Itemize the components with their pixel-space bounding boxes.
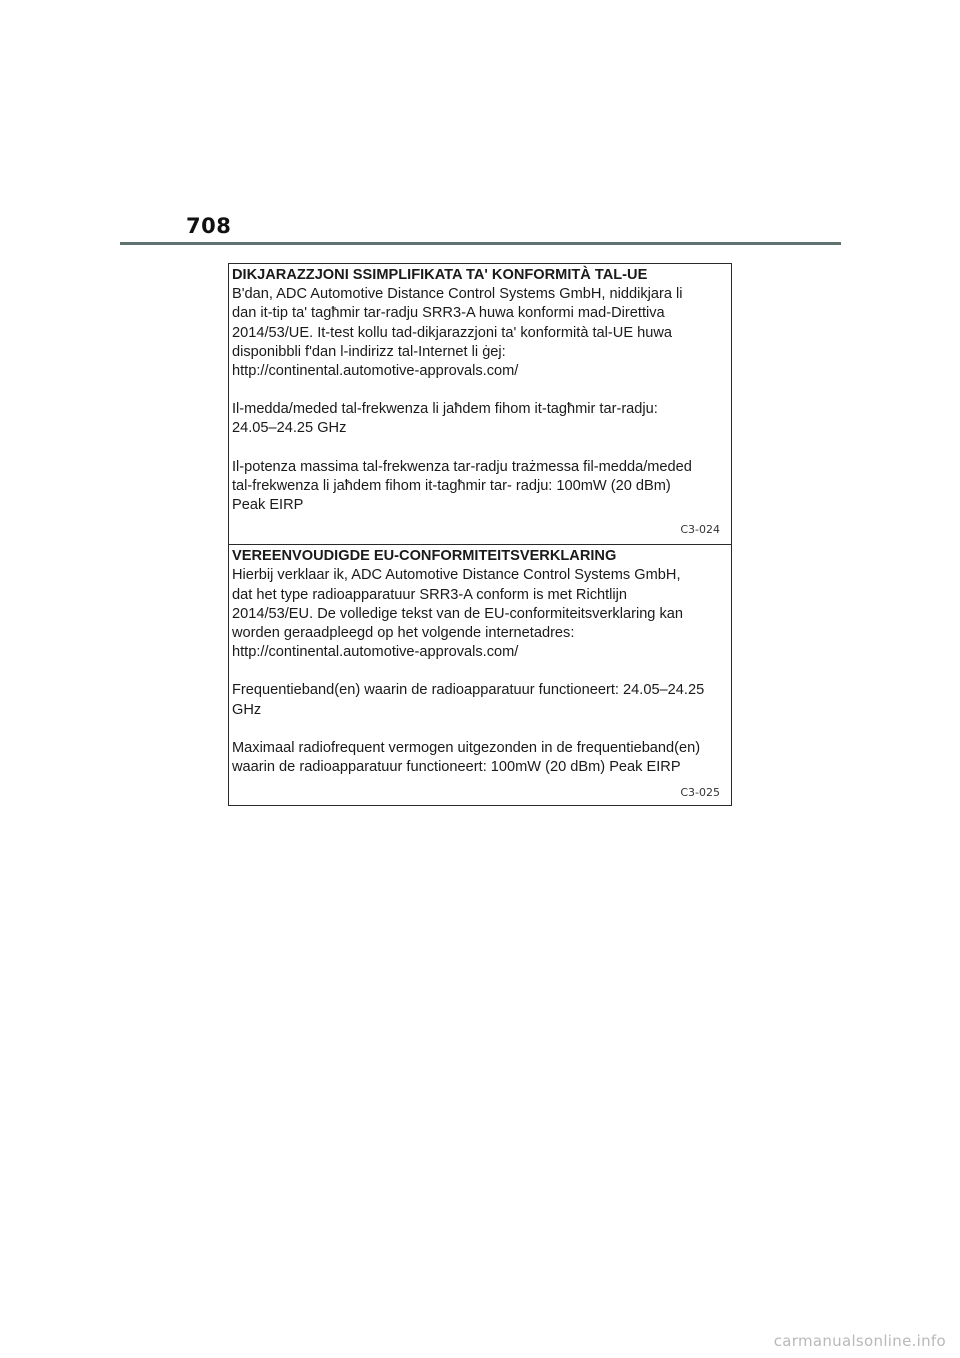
declaration-box <box>228 263 732 806</box>
text-line: Peak EIRP <box>232 497 304 514</box>
declaration-section-dutch <box>229 544 731 805</box>
watermark: carmanualsonline.info <box>773 1332 946 1350</box>
text-line: waarin de radioapparatuur functioneert: 100mW (20 dBm) Peak EIRP <box>232 759 681 776</box>
text-line: Il-potenza massima tal-frekwenza tar-radju trażmessa fil-medda/meded <box>232 458 692 475</box>
text-line: 24.05–24.25 GHz <box>232 420 347 437</box>
text-line: B'dan, ADC Automotive Distance Control Systems GmbH, niddikjara li <box>232 286 683 303</box>
text-line: http://continental.automotive-approvals.com/ <box>232 644 519 661</box>
text-line: 2014/53/EU. De volledige tekst van de EU-conformiteitsverklaring kan <box>232 605 684 622</box>
text-line: http://continental.automotive-approvals.com/ <box>232 363 519 380</box>
text-line: worden geraadpleegd op het volgende internetadres: <box>232 625 575 642</box>
text-line: disponibbli f'dan l-indirizz tal-Internet li ġej: <box>232 343 506 360</box>
text-line: dan it-tip ta' tagħmir tar-radju SRR3-A huwa konformi mad-Direttiva <box>232 305 665 322</box>
text-line: GHz <box>232 701 262 718</box>
text-line: Il-medda/meded tal-frekwenza li jaħdem fihom it-tagħmir tar-radju: <box>232 401 658 418</box>
text-line: dat het type radioapparatuur SRR3-A conform is met Richtlijn <box>232 586 628 603</box>
reference-code: C3-025 <box>680 786 720 800</box>
text-line: Hierbij verklaar ik, ADC Automotive Distance Control Systems GmbH, <box>232 567 681 584</box>
section-title: VEREENVOUDIGDE EU-CONFORMITEITSVERKLARING <box>232 548 617 565</box>
paragraph <box>232 400 727 438</box>
paragraph <box>232 458 727 516</box>
text-line: Maximaal radiofrequent vermogen uitgezonden in de frequentieband(en) <box>232 739 701 756</box>
paragraph <box>232 739 727 777</box>
page-number: 708 <box>186 214 232 238</box>
paragraph <box>232 566 727 662</box>
text-line: 2014/53/UE. It-test kollu tad-dikjarazzjoni ta' konformità tal-UE huwa <box>232 324 672 341</box>
section-title: DIKJARAZZJONI SSIMPLIFIKATA TA' KONFORMITÀ TAL-UE <box>232 267 648 283</box>
paragraph <box>232 681 727 719</box>
paragraph <box>232 285 727 381</box>
text-line: tal-frekwenza li jaħdem fihom it-tagħmir tar- radju: 100mW (20 dBm) <box>232 477 671 494</box>
header-rule <box>120 242 841 245</box>
declaration-section-maltese <box>229 264 731 544</box>
reference-code: C3-024 <box>680 523 720 537</box>
text-line: Frequentieband(en) waarin de radioapparatuur functioneert: 24.05–24.25 <box>232 682 705 699</box>
